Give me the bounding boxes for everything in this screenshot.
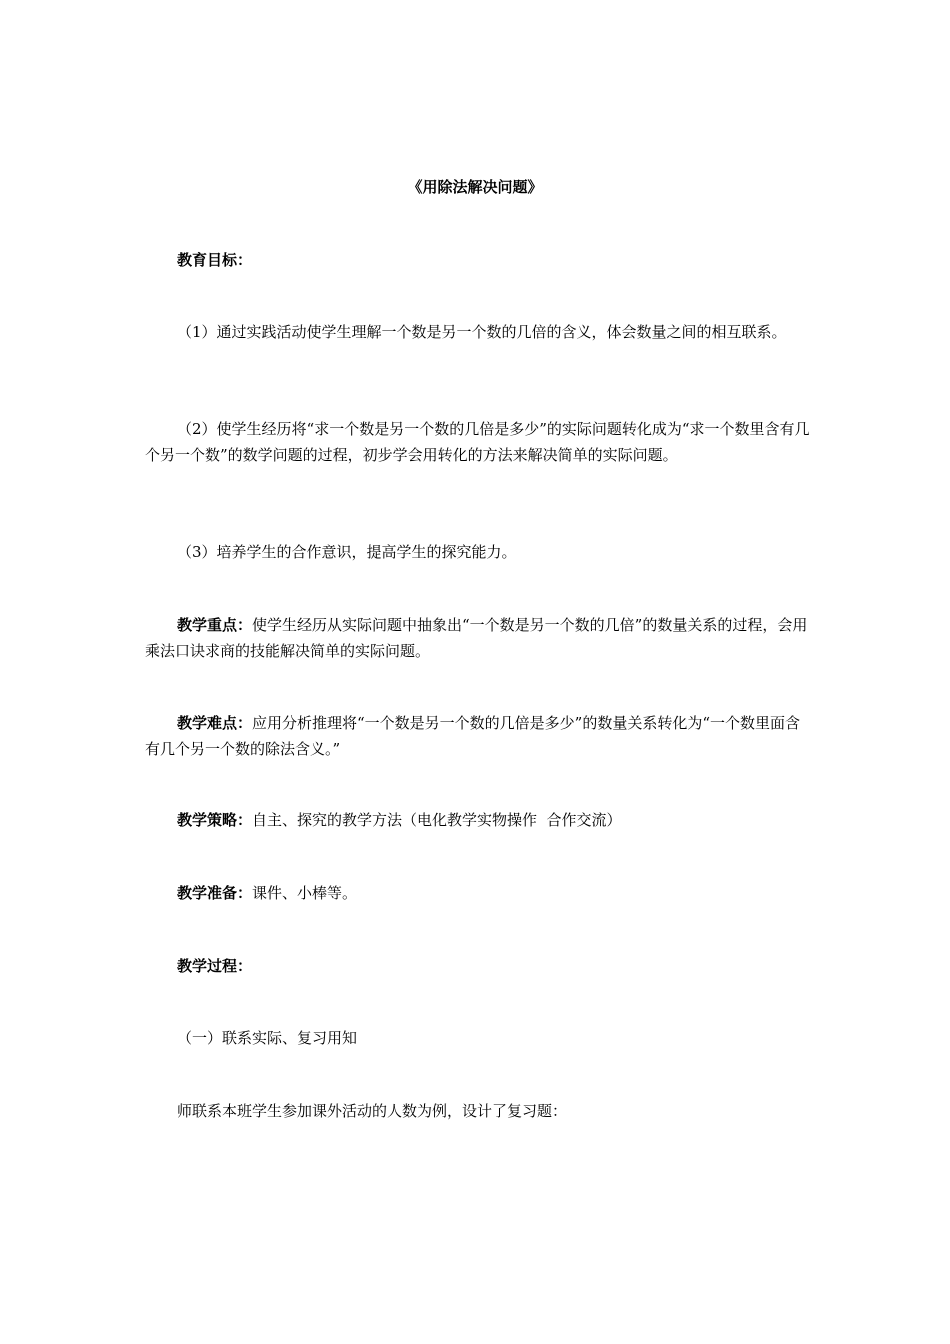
strategy-paragraph xyxy=(145,807,815,833)
key-point-text: 使学生经历从实际问题中抽象出“一个数是另一个数的几倍”的数量关系的过程，会用乘法口诀求商的技能解决简单的实际问题。 xyxy=(145,616,808,660)
document-title: 《用除法解决问题》 xyxy=(407,178,543,196)
preparation-label: 教学准备： xyxy=(177,884,253,902)
difficulty-paragraph xyxy=(145,710,815,762)
difficulty-text: 应用分析推理将“一个数是另一个数的几倍是多少”的数量关系转化为“一个数里面含有几个另一个数的除法含义。” xyxy=(145,714,801,758)
key-point-label: 教学重点： xyxy=(177,616,253,634)
objectives-label: 教育目标： xyxy=(177,251,253,269)
objective-2: （2）使学生经历将“求一个数是另一个数的几倍是多少”的实际问题转化成为“求一个数里含有几个另一个数”的数学问题的过程，初步学会用转化的方法来解决简单的实际问题。 xyxy=(145,420,810,464)
difficulty-label: 教学难点： xyxy=(177,714,253,732)
objective-1: （1）通过实践活动使学生理解一个数是另一个数的几倍的含义，体会数量之间的相互联系。 xyxy=(177,323,787,341)
paragraph-1: 师联系本班学生参加课外活动的人数为例，设计了复习题： xyxy=(177,1102,568,1120)
strategy-label: 教学策略： xyxy=(177,811,253,829)
strategy-text: 自主、探究的教学方法（电化教学实物操作 合作交流） xyxy=(252,811,622,829)
preparation-text: 课件、小棒等。 xyxy=(252,884,358,902)
key-point-paragraph xyxy=(145,612,815,664)
process-label: 教学过程： xyxy=(177,957,253,975)
objective-3: （3）培养学生的合作意识，提高学生的探究能力。 xyxy=(177,543,517,561)
objectives-heading xyxy=(145,247,815,273)
section-1-heading: （一）联系实际、复习用知 xyxy=(177,1029,358,1047)
preparation-paragraph xyxy=(145,880,815,906)
process-heading xyxy=(145,953,815,979)
